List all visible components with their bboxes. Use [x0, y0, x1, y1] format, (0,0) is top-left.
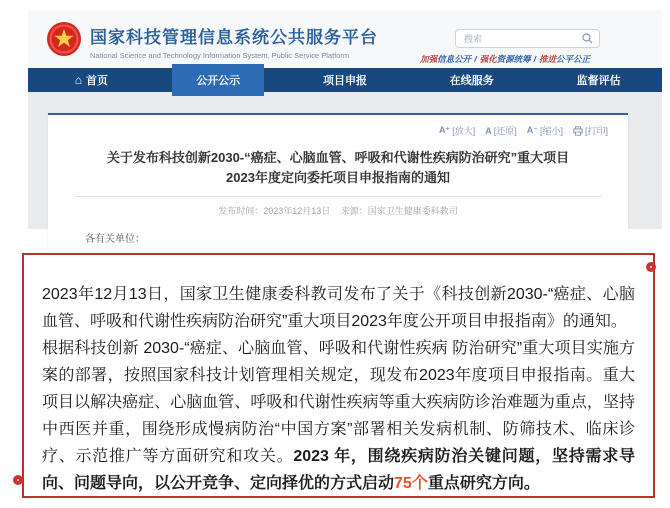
slogan-separator: /	[474, 54, 477, 64]
article-panel	[48, 113, 628, 273]
slogan-lead: 强化	[479, 54, 497, 64]
article-source: 来源：国家卫生健康委科教司	[340, 206, 458, 216]
summary-paragraph-1: 2023年12月13日，国家卫生健康委科教司发布了关于《科技创新2030-“癌症、心脑血管、呼吸和代谢性疾病防治研究”重大项目2023年度公开项目申报指南》的通知。	[42, 286, 635, 330]
article-body-preview: 各有关单位：	[85, 234, 145, 245]
tool-label: [还原]	[493, 126, 517, 136]
slogan-rest: 资源统筹	[496, 54, 531, 64]
article-title	[48, 148, 628, 188]
search-input[interactable]	[464, 34, 582, 44]
article-meta	[48, 204, 628, 217]
nav-item-public-announcements[interactable]	[155, 68, 282, 92]
font-reset-icon: A	[485, 125, 492, 136]
summary-paragraph-2-normal: 根据科技创新 2030-“癌症、心脑血管、呼吸和代谢性疾病 防治研究”重大项目实施方案的部署，按照国家科技计划管理相关规定，现发布2023年度项目申报指南。重大项目以解决癌症、心脑血管、呼吸和代谢性疾病等重大疾病防诊治难题为重点，坚持中西医并重，围绕形成慢病防治“中国方案”部署相关发病机制、防筛技术、临床诊疗、示范推广等方面研究和攻关。	[42, 340, 635, 465]
font-reset-button[interactable]	[485, 124, 517, 137]
tool-label: [缩小]	[539, 126, 563, 136]
nav-label: 首页	[86, 75, 109, 87]
site-subtitle: National Science and Technology Information System, Public Service Platform	[90, 51, 350, 60]
summary-bold-text: 2023 年，围绕疾病防治关键问题，坚持需求导向、问题导向，以公开竞争、定向择优的方式启动	[42, 448, 635, 492]
zoom-out-button[interactable]	[527, 124, 563, 137]
slogan-lead: 加强	[420, 54, 438, 64]
summary-card-text	[24, 255, 653, 497]
slogan-separator: /	[533, 54, 536, 64]
slogan-rest: 公平公正	[555, 54, 590, 64]
article-toolbar	[48, 115, 628, 137]
search-icon[interactable]	[582, 33, 593, 44]
summary-bold-tail: 重点研究方向。	[427, 475, 540, 492]
decorative-ring-top-right	[646, 262, 656, 272]
home-icon: ⌂	[74, 73, 83, 87]
site-title: 国家科技管理信息系统公共服务平台	[90, 28, 378, 47]
website-screenshot	[28, 10, 662, 245]
font-enlarge-icon: A⁺	[438, 125, 451, 135]
nav-item-supervision-evaluation[interactable]	[535, 68, 662, 92]
nav-item-online-services[interactable]	[408, 68, 535, 92]
publish-time: 发布时间：2023年12月13日	[218, 206, 331, 216]
brand	[90, 23, 378, 60]
national-emblem-logo	[46, 21, 82, 57]
header-slogans	[420, 53, 590, 65]
article-title-line2: 2023年度定向委托项目申报指南的通知	[226, 170, 450, 185]
page-background	[28, 92, 662, 245]
slogan-lead: 推进	[538, 54, 556, 64]
print-icon	[573, 126, 583, 136]
decorative-ring-bottom-left	[13, 475, 23, 485]
tool-label: [打印]	[584, 126, 608, 136]
search-box[interactable]	[455, 29, 600, 48]
print-button[interactable]	[573, 124, 608, 137]
nav-item-project-application[interactable]	[282, 68, 409, 92]
article-title-line1: 关于发布科技创新2030-“癌症、心脑血管、呼吸和代谢性疾病防治研究”重大项目	[106, 150, 570, 165]
nav-label: 在线服务	[449, 75, 494, 87]
nav-label: 公开公示	[196, 75, 241, 87]
summary-highlight-count: 75个	[394, 475, 428, 492]
tool-label: [放大]	[452, 126, 476, 136]
main-navigation	[28, 68, 662, 92]
summary-card	[22, 253, 655, 498]
font-shrink-icon: A⁻	[526, 125, 538, 135]
zoom-in-button[interactable]	[439, 124, 475, 137]
nav-label: 项目申报	[322, 75, 367, 87]
site-header	[28, 10, 662, 68]
nav-label: 监督评估	[576, 75, 621, 87]
nav-item-home[interactable]	[28, 68, 155, 92]
title-divider	[75, 196, 601, 197]
summary-paragraph-2	[42, 335, 635, 497]
slogan-rest: 信息公开	[437, 54, 472, 64]
